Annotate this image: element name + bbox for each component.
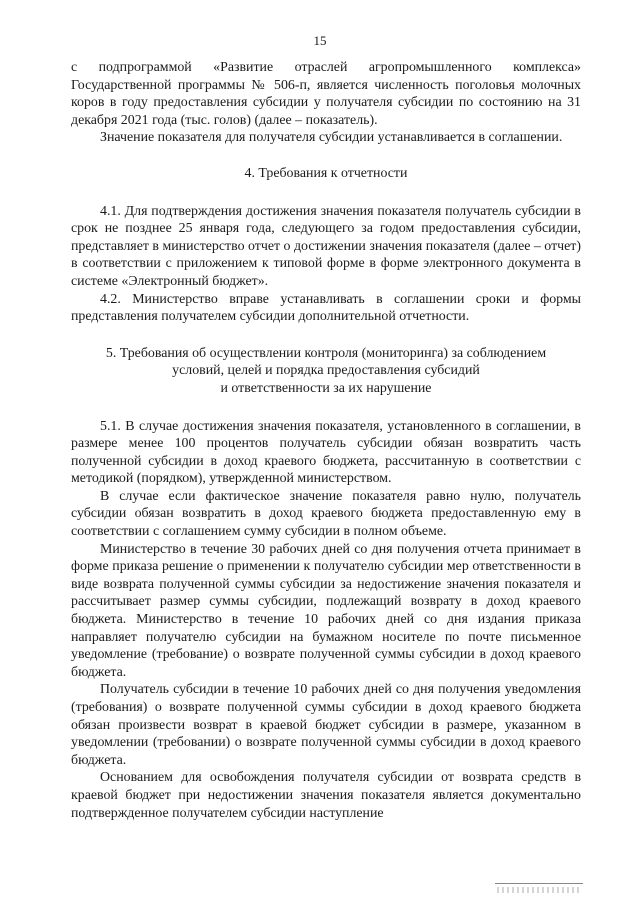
section-heading-5-line-2: условий, целей и порядка предоставления субсидий (172, 363, 480, 379)
paragraph-4-2: 4.2. Министерство вправе устанавливать в соглашении сроки и формы представления получателем субсидии дополнительной отчетности. (71, 291, 581, 325)
paragraph-5-5: Основанием для освобождения получателя субсидии от возврата средств в краевой бюджет при недостижении значения показателя является документально подтвержденное получателем субсидии наступление (71, 770, 581, 821)
paragraph-4-1: 4.1. Для подтверждения достижения значения показателя получатель субсидии в срок не позднее 25 января года, следующего за годом предоставления субсидии, представляет в министерство отчет о достижении значения показателя (далее – отчет) в соответствии с приложением к типовой форме в форме электронного документа в системе «Электронный бюджет». (71, 203, 581, 289)
scan-artifact-mark (497, 887, 581, 893)
page-number: 15 (313, 33, 327, 48)
paragraph-indicator-definition: с подпрограммой «Развитие отраслей агропромышленного комплекса» Государственной программы № 506-п, является численность поголовья молочных коров в году предоставления субсидии у получателя субсидии по состоянию на 31 декабря 2021 года (тыс. голов) (далее – показатель). (71, 60, 581, 128)
section-heading-5 (71, 345, 581, 398)
paragraph-5-4: Получатель субсидии в течение 10 рабочих дней со дня получения уведомления (требования) о возврате полученной суммы субсидии в доход краевого бюджета обязан произвести возврат в краевой бюджет субсидии в размере, указанном в уведомлении (требовании) о возврате полученной суммы субсидии в доход краевого бюджета. (71, 682, 581, 768)
footer-rule (495, 883, 583, 884)
paragraph-indicator-value: Значение показателя для получателя субсидии устанавливается в соглашении. (100, 130, 563, 146)
document-body (71, 59, 581, 822)
section-heading-4: 4. Требования к отчетности (244, 165, 408, 181)
section-heading-5-line-1: 5. Требования об осуществлении контроля (мониторинга) за соблюдением (105, 345, 547, 361)
paragraph-5-3: Министерство в течение 30 рабочих дней со дня получения отчета принимает в форме приказа решение о применении к получателю субсидии мер ответственности в виде возврата полученной суммы субсидии за недостижение значения показателя и рассчитывает размер суммы субсидии, подлежащий возврату в доход краевого бюджета. Министерство в течение 10 рабочих дней со дня издания приказа направляет получателю субсидии на бумажном носителе по почте письменное уведомление (требование) о возврате полученной суммы субсидии в доход краевого бюджета. (71, 541, 581, 680)
paragraph-5-2: В случае если фактическое значение показателя равно нулю, получатель субсидии обязан возвратить в доход краевого бюджета предоставленную ему в соответствии с соглашением сумму субсидии в полном объеме. (71, 488, 581, 540)
paragraph-5-1: 5.1. В случае достижения значения показателя, установленного в соглашении, в размере менее 100 процентов получатель субсидии обязан возвратить часть полученной субсидии в доход краевого бюджета, рассчитанную в соответствии с методикой (порядком), утвержденной министерством. (71, 418, 581, 487)
section-heading-5-line-3: и ответственности за их нарушение (220, 380, 432, 396)
